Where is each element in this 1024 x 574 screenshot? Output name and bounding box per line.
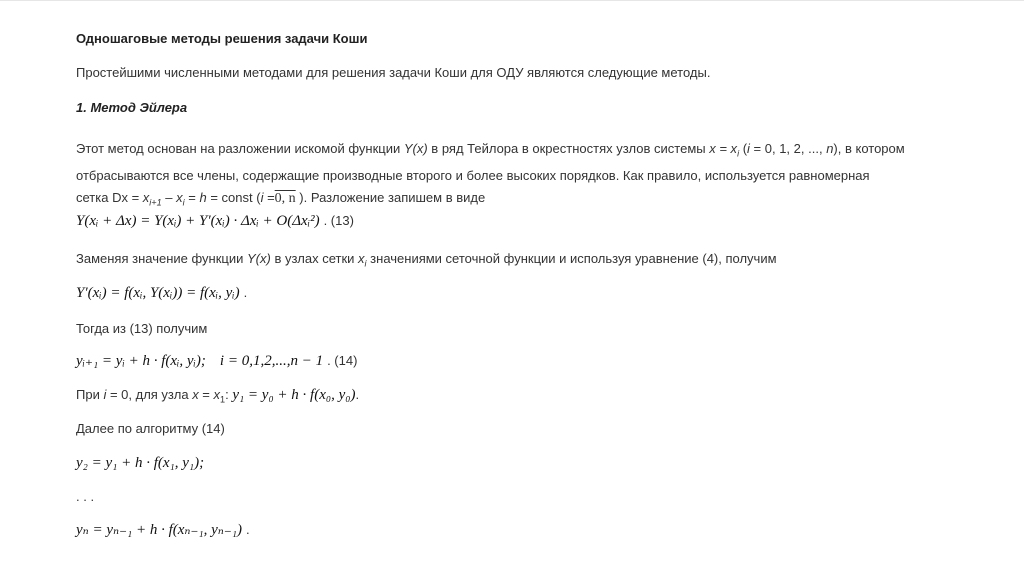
equation-14-formula: yᵢ₊₁ = yᵢ + h · f(xᵢ, yᵢ); <box>76 353 206 369</box>
intro-paragraph: Простейшими численными методами для решения задачи Коши для ОДУ являются следующие методы. <box>76 65 711 80</box>
equation-14-range: i = 0,1,2,...,n − 1 <box>219 353 324 369</box>
equation-13-label: . (13) <box>323 213 354 228</box>
equation-14 <box>76 351 357 370</box>
page-title: Одношаговые методы решения задачи Коши <box>76 31 368 46</box>
paragraph-first-node: При i = 0, для узла $x = x_1$: y₁ = y₀ + h · f(x₀, y₀). <box>76 387 360 405</box>
paragraph-substitution: Заменяя значение функции Y(x) в узлах сетки $x_i$ значениями сеточной функции и используя уравнение (4), получим <box>76 251 777 269</box>
paragraph-euler-description: Этот метод основан на разложении искомой функции Y(x) в ряд Тейлора в окрестностях узлов системы $x = x_i$ (i = 0, 1, 2, ..., n), в котором отбрасываются все члены, содержащие производные второго и более высоких порядков. Как правило, используется равномерная сетка $Dx = x_{i+1} - x_i = h$ = const (i =0, n ). Разложение запишем в виде <box>76 141 905 208</box>
equation-yn-formula: yₙ = yₙ₋₁ + h · f(xₙ₋₁, yₙ₋₁) <box>76 522 242 538</box>
equation-y2 <box>76 454 204 472</box>
equation-4-label: . <box>243 285 248 300</box>
equation-4-formula: Y′(xᵢ) = f(xᵢ, Y(xᵢ)) = f(xᵢ, yᵢ) <box>76 285 240 301</box>
ellipsis: . . . <box>76 489 95 504</box>
paragraph-algorithm: Далее по алгоритму (14) <box>76 421 225 436</box>
equation-y2-formula: y₂ = y₁ + h · f(x₁, y₁); <box>76 455 205 471</box>
equation-14-label: . (14) <box>327 353 358 368</box>
section-heading: 1. Метод Эйлера <box>76 100 188 115</box>
equation-4 <box>76 284 247 302</box>
equation-yn <box>76 520 250 539</box>
equation-13 <box>76 212 354 230</box>
index-range: 0, n <box>274 190 296 206</box>
equation-yn-label: . <box>246 522 250 537</box>
paragraph-then: Тогда из (13) получим <box>76 321 208 336</box>
first-node-formula: y₁ = y₀ + h · f(x₀, y₀) <box>232 387 356 403</box>
equation-13-formula: Y(xᵢ + Δx) = Y(xᵢ) + Y′(xᵢ) · Δxᵢ + O(Δxᵢ²) <box>76 213 320 229</box>
